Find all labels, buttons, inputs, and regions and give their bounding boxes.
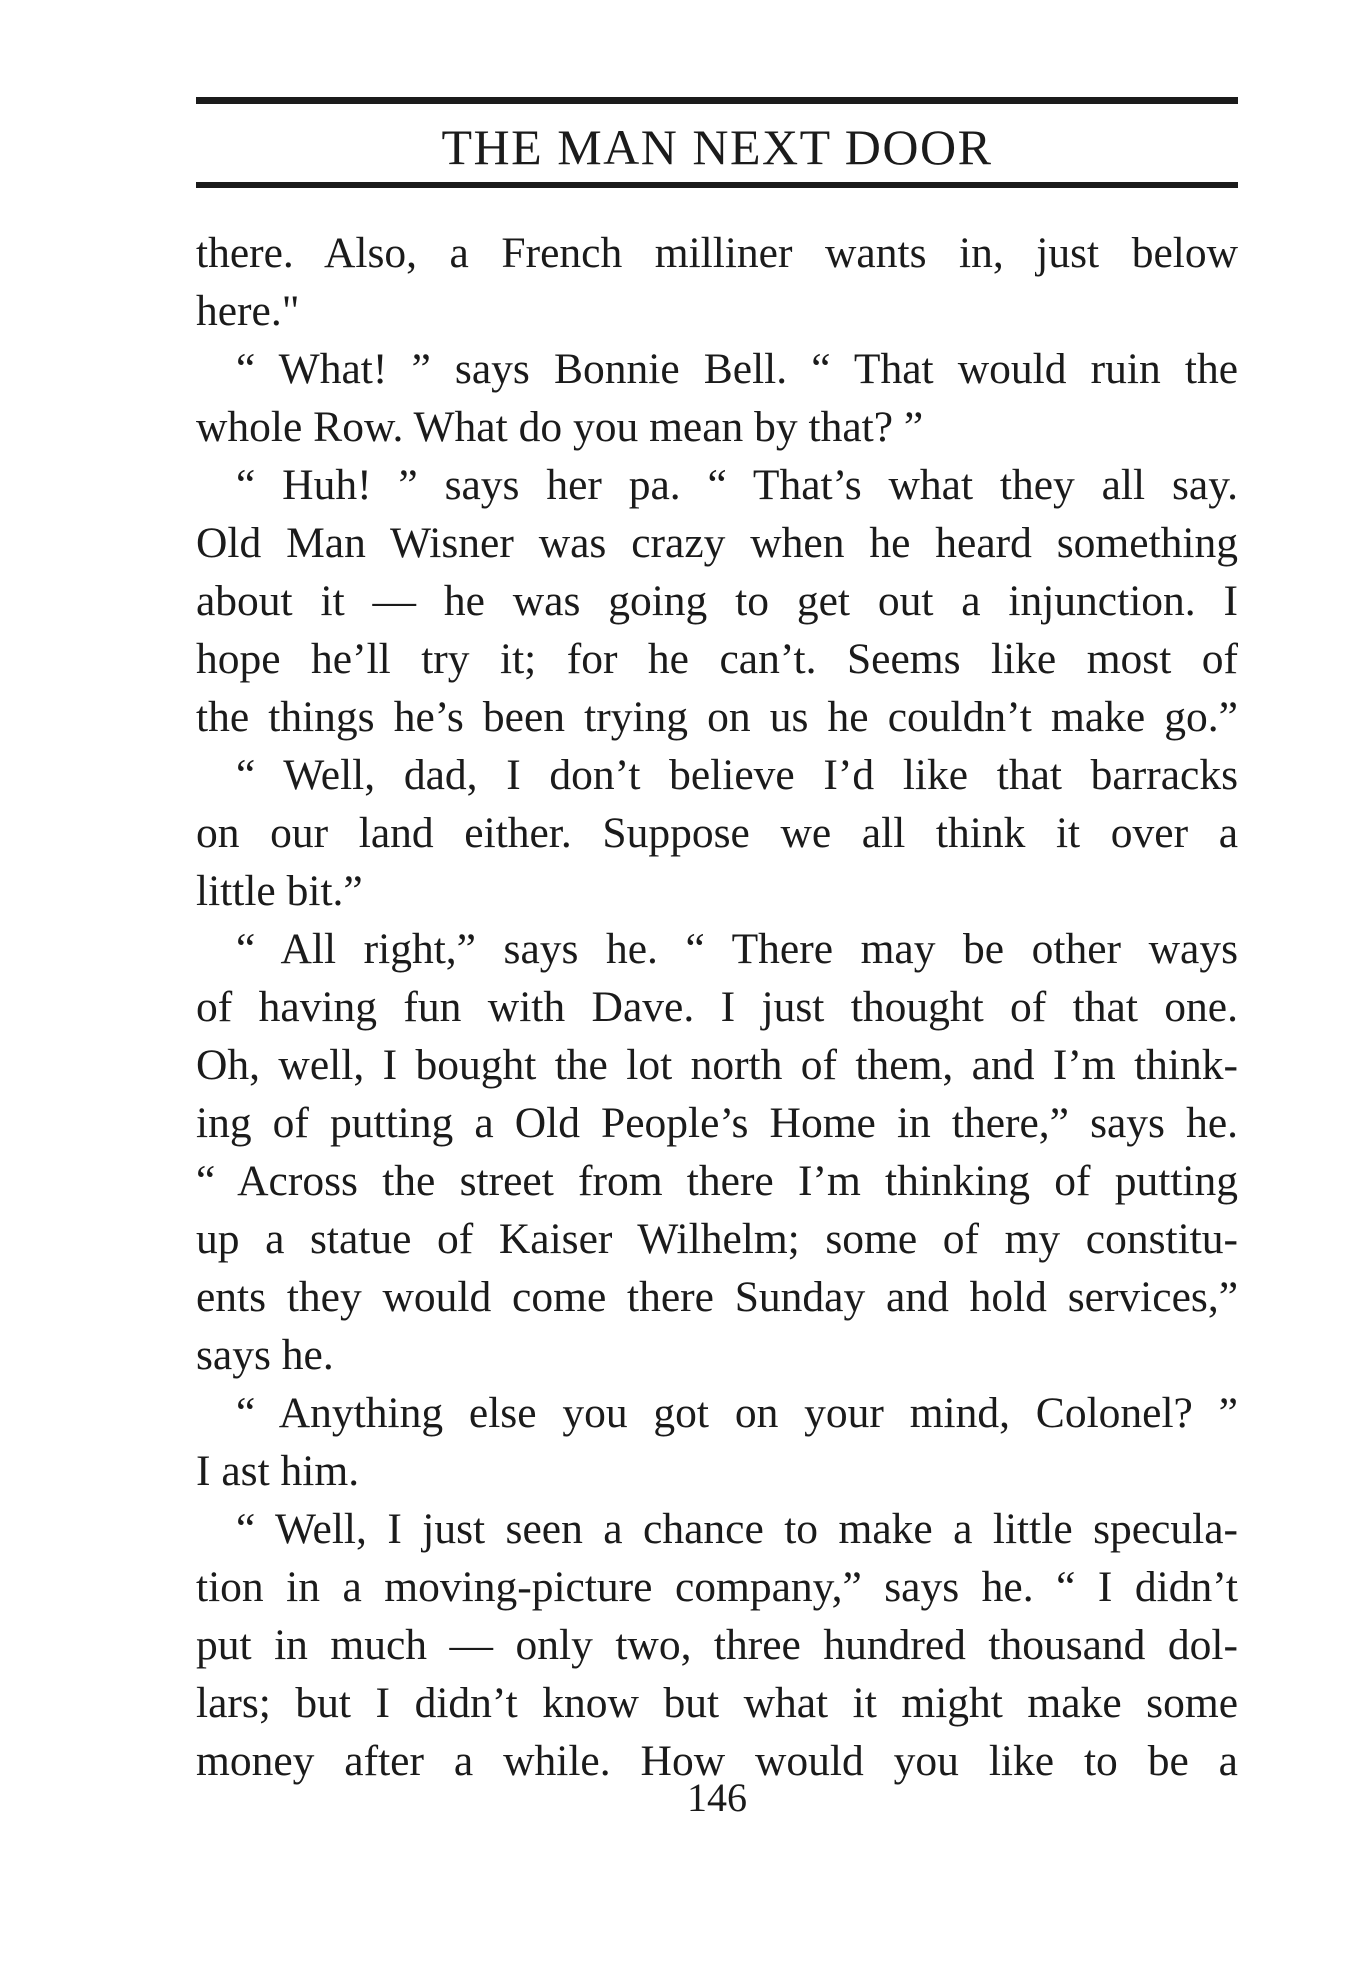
text-line: about it — he was going to get out a injunction. I [196,577,1238,625]
text-line: little bit.” [196,867,363,915]
text-line: money after a while. How would you like to be a [196,1737,1238,1785]
text-line: “ What! ” says Bonnie Bell. “ That would ruin the [236,345,1238,393]
text-line: here." [196,287,300,335]
text-line: “ All right,” says he. “ There may be other ways [236,925,1238,973]
text-line: the things he’s been trying on us he couldn’t make go.” [196,693,1238,741]
text-line: ing of putting a Old People’s Home in there,” says he. [196,1099,1238,1147]
text-line: “ Huh! ” says her pa. “ That’s what they all say. [236,461,1238,509]
text-line: ents they would come there Sunday and hold services,” [196,1273,1238,1321]
text-line: of having fun with Dave. I just thought of that one. [196,983,1238,1031]
header-rule-bottom [196,182,1238,188]
text-line: there. Also, a French milliner wants in, just below [196,229,1238,277]
body-text [196,224,1238,1790]
text-line: up a statue of Kaiser Wilhelm; some of my constitu- [196,1215,1238,1263]
text-line: Oh, well, I bought the lot north of them, and I’m think- [196,1041,1238,1089]
header-rule-top [196,97,1238,104]
text-line: hope he’ll try it; for he can’t. Seems like most of [196,635,1238,683]
text-line: tion in a moving-picture company,” says he. “ I didn’t [196,1563,1238,1611]
page-number: 146 [687,1775,747,1820]
text-line: put in much — only two, three hundred thousand dol- [196,1621,1238,1669]
text-line: “ Well, I just seen a chance to make a little specula- [236,1505,1238,1553]
text-line: I ast him. [196,1447,360,1495]
text-line: “ Anything else you got on your mind, Colonel? ” [236,1389,1238,1437]
running-head: THE MAN NEXT DOOR [441,119,993,175]
text-line: “ Across the street from there I’m thinking of putting [196,1157,1238,1205]
text-line: whole Row. What do you mean by that? ” [196,403,924,451]
text-line: on our land either. Suppose we all think it over a [196,809,1238,857]
text-line: Old Man Wisner was crazy when he heard something [196,519,1238,567]
text-line: lars; but I didn’t know but what it might make some [196,1679,1238,1727]
text-line: “ Well, dad, I don’t believe I’d like that barracks [236,751,1238,799]
text-line: says he. [196,1331,334,1379]
